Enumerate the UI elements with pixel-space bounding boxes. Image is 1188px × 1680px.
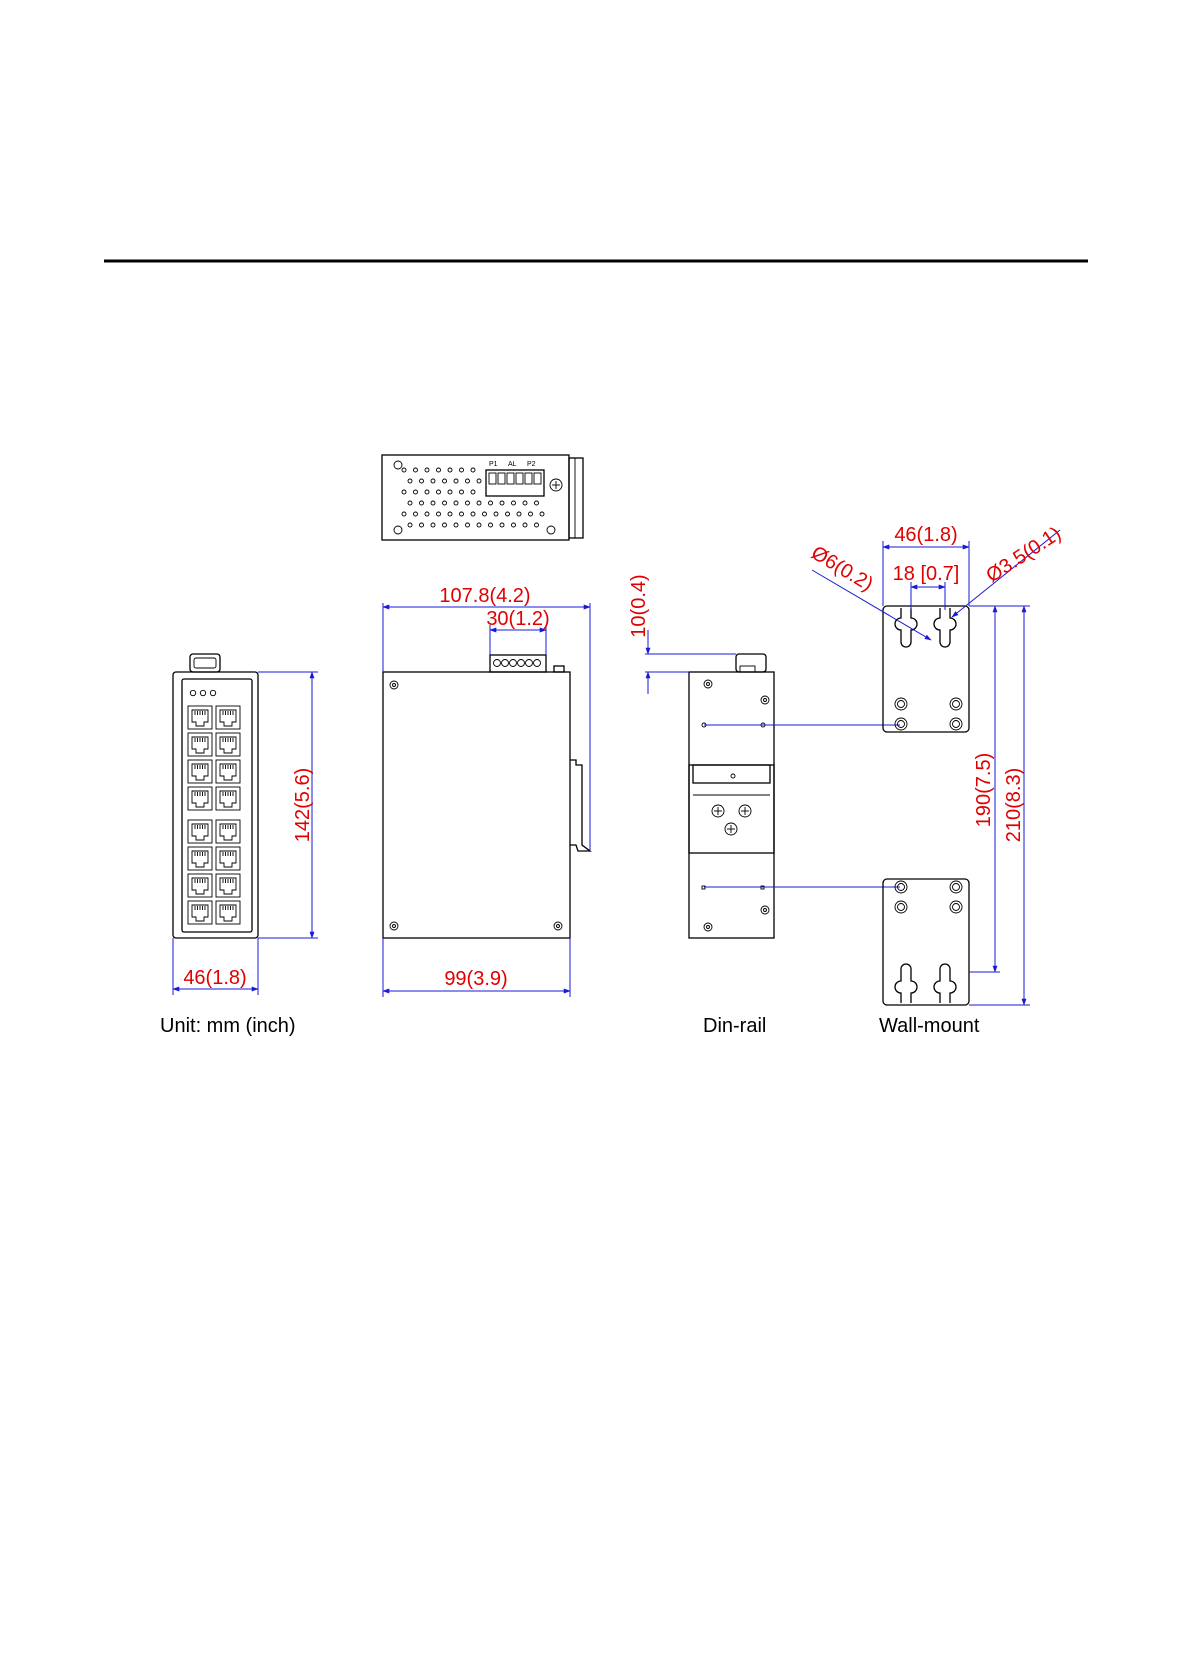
vent-hole	[466, 523, 470, 527]
vent-hole	[500, 523, 504, 527]
rj45-port	[188, 874, 212, 897]
vent-hole	[408, 523, 412, 527]
vent-hole	[523, 501, 527, 505]
vent-hole	[489, 523, 493, 527]
vent-hole	[471, 512, 475, 516]
vent-hole	[535, 523, 539, 527]
vent-hole	[471, 490, 475, 494]
rj45-port	[216, 706, 240, 729]
front-width-label: 46(1.8)	[183, 967, 247, 989]
din-offset-label: 10(0.4)	[628, 574, 650, 638]
vent-hole	[460, 512, 464, 516]
vent-hole	[460, 468, 464, 472]
terminal-label: 30(1.2)	[486, 608, 550, 630]
hole-large-label: Ø6(0.2)	[807, 541, 877, 596]
vent-hole	[477, 479, 481, 483]
vent-hole	[443, 523, 447, 527]
top-terminal-block	[486, 470, 544, 496]
vent-hole	[448, 512, 452, 516]
vent-hole	[437, 468, 441, 472]
terminal-dim	[486, 608, 549, 655]
vent-hole	[425, 512, 429, 516]
vent-hole	[414, 468, 418, 472]
wall-bracket-bottom	[883, 879, 969, 1005]
side-overall-label: 107.8(4.2)	[439, 585, 531, 607]
vent-hole	[489, 501, 493, 505]
rj45-port	[188, 901, 212, 924]
vent-hole	[414, 512, 418, 516]
vent-hole	[420, 501, 424, 505]
bracket-width-label: 46(1.8)	[894, 524, 958, 546]
top-label-group2: AL	[508, 461, 517, 468]
rj45-port	[188, 847, 212, 870]
vent-hole	[431, 523, 435, 527]
front-height-label: 142(5.6)	[292, 767, 314, 843]
vent-hole	[454, 523, 458, 527]
vent-hole	[402, 468, 406, 472]
slot-spacing-dim	[893, 563, 960, 610]
din-rail-caption: Din-rail	[703, 1015, 767, 1037]
vent-hole	[431, 479, 435, 483]
vent-hole	[535, 501, 539, 505]
top-label-group1: P1	[489, 461, 498, 468]
vent-hole	[437, 490, 441, 494]
vent-hole	[529, 512, 533, 516]
vent-hole	[402, 490, 406, 494]
vent-hole	[425, 490, 429, 494]
front-view	[173, 654, 258, 938]
vent-hole	[420, 479, 424, 483]
vent-hole	[408, 479, 412, 483]
vent-hole	[460, 490, 464, 494]
rj45-port	[188, 760, 212, 783]
vent-hole	[512, 523, 516, 527]
vent-hole	[477, 501, 481, 505]
vent-hole	[454, 501, 458, 505]
rj45-port	[216, 820, 240, 843]
vent-hole	[448, 468, 452, 472]
vent-hole	[517, 512, 521, 516]
top-label-group3: P2	[527, 461, 536, 468]
vent-hole	[523, 523, 527, 527]
vent-hole	[471, 468, 475, 472]
rj45-port	[188, 706, 212, 729]
vent-hole	[420, 523, 424, 527]
vent-hole	[402, 512, 406, 516]
vent-hole	[414, 490, 418, 494]
vent-hole	[443, 479, 447, 483]
hole-small-label: Ø3.5(0.1)	[982, 522, 1066, 588]
vent-hole	[500, 501, 504, 505]
rj45-port	[216, 847, 240, 870]
hole-large-leader	[807, 542, 931, 640]
vent-hole	[431, 501, 435, 505]
vent-hole	[477, 523, 481, 527]
vent-hole	[437, 512, 441, 516]
vent-hole	[494, 512, 498, 516]
din-rail-view	[689, 654, 774, 938]
rj45-port	[216, 787, 240, 810]
hole-pitch-label: 190(7.5)	[973, 752, 995, 828]
side-view	[383, 655, 590, 938]
vent-hole	[506, 512, 510, 516]
vent-hole	[483, 512, 487, 516]
rj45-port	[188, 733, 212, 756]
front-height-dim	[258, 672, 318, 938]
rj45-port	[188, 820, 212, 843]
rj45-port	[188, 787, 212, 810]
hole-pitch-dim	[969, 606, 1000, 972]
slot-spacing-label: 18 [0.7]	[892, 563, 960, 585]
wall-mount-caption: Wall-mount	[879, 1015, 980, 1037]
rj45-port	[216, 733, 240, 756]
top-view	[382, 455, 583, 540]
vent-hole	[454, 479, 458, 483]
vent-hole	[425, 468, 429, 472]
vent-hole	[408, 501, 412, 505]
rj45-port	[216, 901, 240, 924]
side-depth-label: 99(3.9)	[444, 968, 508, 990]
vent-hole	[443, 501, 447, 505]
overall-height-label: 210(8.3)	[1003, 767, 1025, 843]
din-offset-dim	[628, 574, 736, 694]
rj45-port-grid	[188, 706, 240, 924]
vent-hole	[512, 501, 516, 505]
unit-caption: Unit: mm (inch)	[160, 1015, 296, 1037]
vent-hole	[466, 501, 470, 505]
vent-hole	[466, 479, 470, 483]
side-depth-dim	[383, 938, 570, 997]
vent-hole	[540, 512, 544, 516]
rj45-port	[216, 874, 240, 897]
vent-hole	[448, 490, 452, 494]
rj45-port	[216, 760, 240, 783]
wall-bracket-top	[883, 606, 969, 732]
front-width-dim	[173, 938, 258, 995]
